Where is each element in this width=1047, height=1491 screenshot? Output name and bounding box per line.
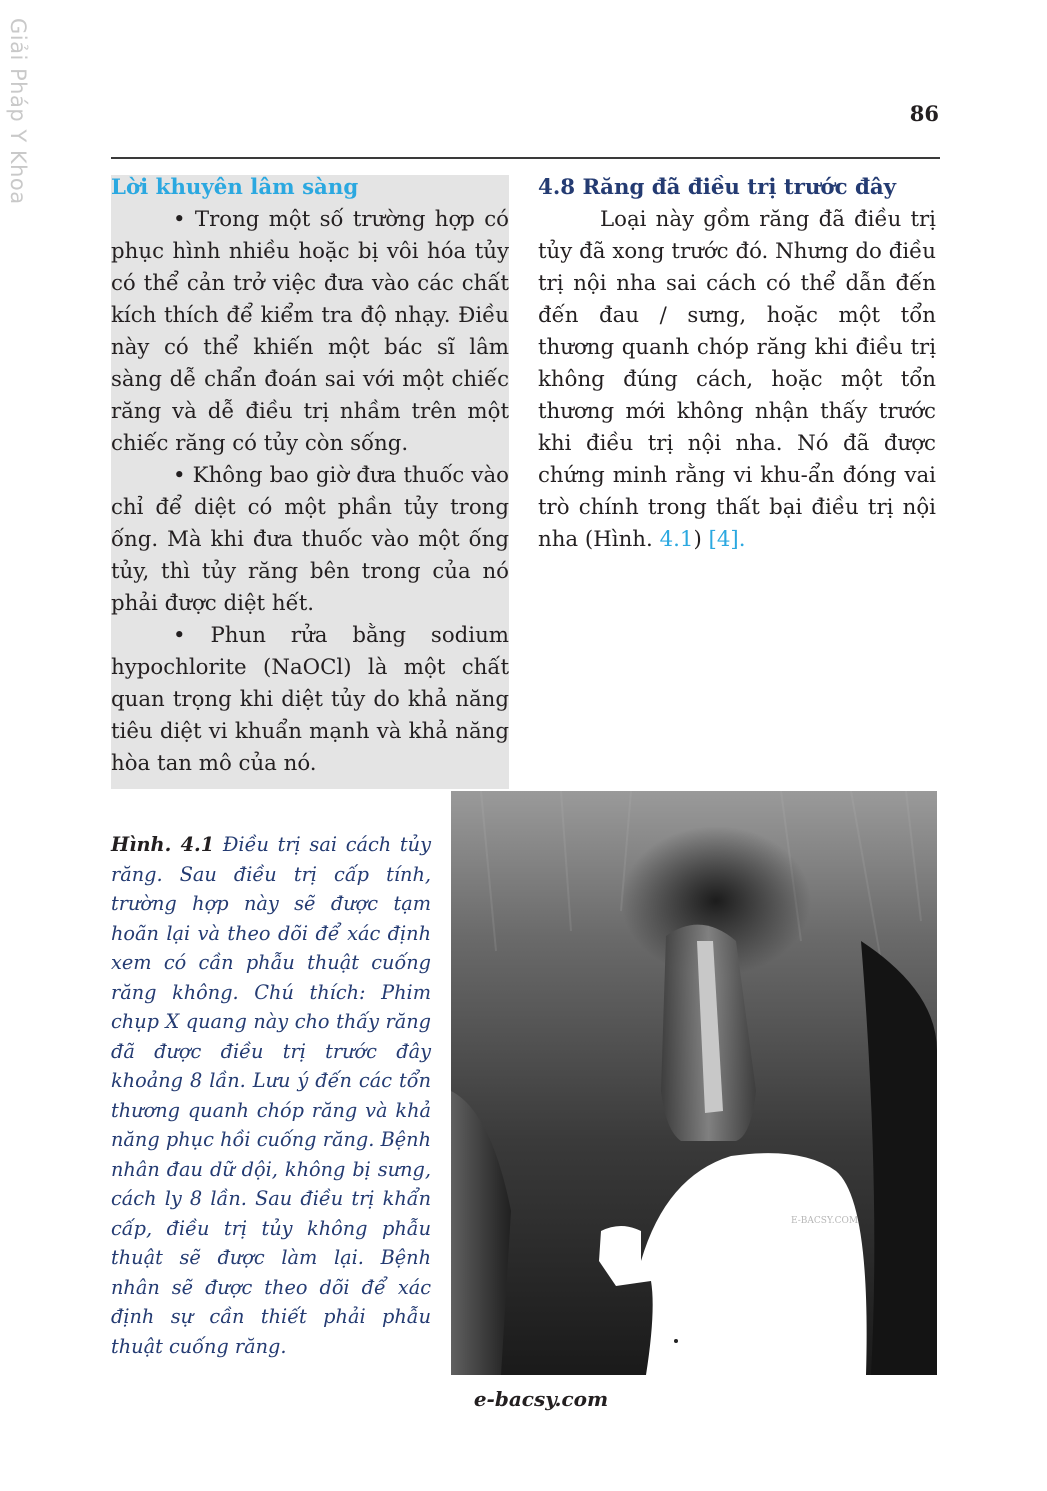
close-paren: ) xyxy=(693,527,709,552)
section-title: 4.8 Răng đã điều trị trước đây xyxy=(538,175,897,200)
tip-bullet: • Không bao giờ đưa thuốc vào chỉ để diệt có một phần tủy trong ống. Mà khi đưa thuốc vào một ống tủy, thì tủy răng bên trong của nó phải được diệt hết. xyxy=(111,463,509,616)
footer-site: e-bacsy.com xyxy=(473,1387,609,1411)
section-text: Loại này gồm răng đã điều trị tủy đã xong trước đó. Nhưng do điều trị nội nha sai cách có thể dẫn đến đến đau / sưng, hoặc một tổn thương quanh chóp răng khi điều trị không đúng cách, hoặc một tổn thương mới không nhận thấy trước khi điều trị nội nha. Nó đã được chứng minh rằng vi khu-ẩn đóng vai trò chính trong thất bại điều trị nội nha (Hình. xyxy=(538,207,936,552)
figure-caption xyxy=(111,830,431,1361)
figure-reference-link[interactable]: 4.1 xyxy=(659,527,694,552)
clinical-tip-column xyxy=(111,172,509,780)
clinical-tip-title: Lời khuyên lâm sàng xyxy=(111,175,359,200)
figure-caption-text: Điều trị sai cách tủy răng. Sau điều trị cấp tính, trường hợp này sẽ được tạm hoãn lại và theo dõi để xác định xem có cần phẫu thuật cuống răng không. Chú thích: Phim chụp X quang này cho thấy răng đã được điều trị trước đây khoảng 8 lần. Lưu ý đến các tổn thương quanh chóp răng và khả năng phục hồi cuống răng. Bệnh nhân đau dữ dội, không bị sưng, cách ly 8 lần. Sau điều trị khẩn cấp, điều trị tủy không phẫu thuật sẽ được làm lại. Bệnh nhân sẽ được theo dõi để xác định sự cần thiết phải phẫu thuật cuống răng. xyxy=(111,833,431,1358)
side-brand: Giải Pháp Y Khoa xyxy=(6,18,30,205)
header-rule xyxy=(111,157,940,159)
figure-label: Hình. xyxy=(111,833,181,856)
xray-watermark: E-BACSY.COM xyxy=(791,1216,859,1226)
tip-bullet: • Phun rửa bằng sodium hypochlorite (NaOCl) là một chất quan trọng khi diệt tủy do khả năng tiêu diệt vi khuẩn mạnh và khả năng hòa tan mô của nó. xyxy=(111,623,509,776)
xray-image xyxy=(451,791,937,1375)
footer xyxy=(0,1387,1047,1411)
xray-radiograph xyxy=(451,791,937,1375)
section-column xyxy=(538,172,936,556)
page-number: 86 xyxy=(909,101,939,126)
figure-number: 4.1 xyxy=(180,833,215,856)
citation-link[interactable]: [4]. xyxy=(708,527,746,552)
section-body xyxy=(538,204,936,556)
tip-bullet: • Trong một số trường hợp có phục hình nhiều hoặc bị vôi hóa tủy có thể cản trở việc đưa vào các chất kích thích để kiểm tra độ nhạy. Điều này có thể khiến một bác sĩ lâm sàng dễ chẩn đoán sai với một chiếc răng và dễ điều trị nhầm trên một chiếc răng có tủy còn sống. xyxy=(111,207,509,456)
